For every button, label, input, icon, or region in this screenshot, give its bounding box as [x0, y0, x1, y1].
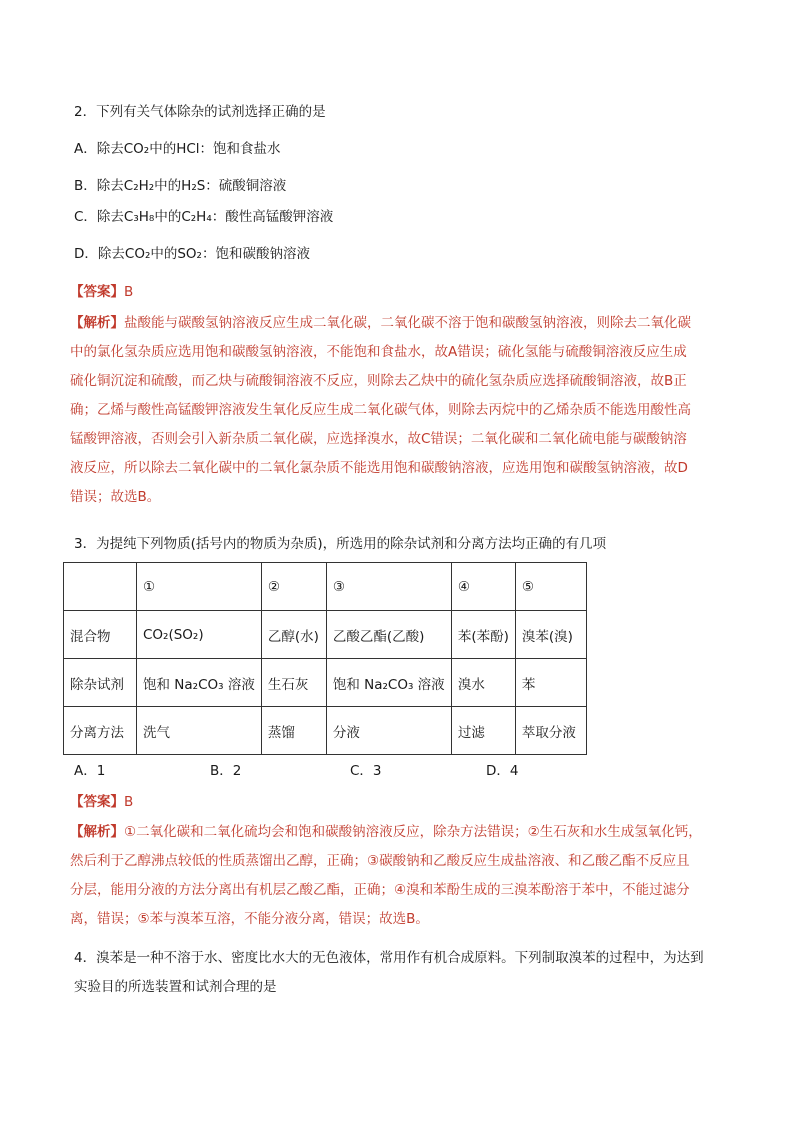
q3-options [74, 759, 574, 779]
q2-option-d: D．除去CO₂中的SO₂：饱和碳酸钠溶液 [74, 246, 310, 262]
table-cell: ③ [326, 563, 451, 611]
table-cell: 过滤 [451, 707, 515, 755]
q4-stem-line: 4．溴苯是一种不溶于水、密度比水大的无色液体，常用作有机合成原料。下列制取溴苯的过程中，为达到 [74, 950, 704, 966]
table-row [64, 611, 587, 659]
table-cell: 苯 [515, 659, 586, 707]
q2-explain-line: 盐酸能与碳酸氢钠溶液反应生成二氧化碳，二氧化碳不溶于饱和碳酸氢钠溶液，则除去二氧化碳 [124, 315, 691, 331]
table-row [64, 659, 587, 707]
table-cell: ① [137, 563, 262, 611]
table-cell: 生石灰 [261, 659, 326, 707]
q2-explanation [70, 309, 718, 512]
q3-explanation [70, 818, 718, 934]
table-cell: 除杂试剂 [64, 659, 137, 707]
q3-answer-value: B [124, 794, 134, 810]
table-cell: 萃取分液 [515, 707, 586, 755]
q3-explain-line: ①二氧化碳和二氧化硫均会和饱和碳酸钠溶液反应，除杂方法错误；②生石灰和水生成氢氧化钙， [124, 824, 702, 840]
q2-option-a: A．除去CO₂中的HCl：饱和食盐水 [74, 141, 281, 157]
q2-option-b: B．除去C₂H₂中的H₂S：硫酸铜溶液 [74, 178, 287, 194]
table-row [64, 563, 587, 611]
q2-explain-line: 液反应，所以除去二氧化碳中的二氧化氯杂质不能选用饱和碳酸钠溶液，应选用饱和碳酸氢钠溶液，故D [70, 460, 688, 476]
table-cell: 饱和 Na₂CO₃ 溶液 [137, 659, 262, 707]
table-cell: 苯(苯酚) [451, 611, 515, 659]
q2-answer-value: B [124, 284, 134, 300]
table-row [64, 707, 587, 755]
q2-explain-line: 确；乙烯与酸性高锰酸钾溶液发生氧化反应生成二氧化碳气体，则除去丙烷中的乙烯杂质不能选用酸性高 [70, 402, 691, 418]
q3-option-a: A．1 [74, 763, 106, 779]
q2-stem: 2．下列有关气体除杂的试剂选择正确的是 [74, 104, 326, 120]
q3-answer [70, 792, 133, 812]
q3-answer-label: 【答案】 [70, 794, 124, 810]
q3-option-b: B．2 [210, 763, 242, 779]
table-cell: 混合物 [64, 611, 137, 659]
q3-option-c: C．3 [350, 763, 382, 779]
q3-explain-label: 【解析】 [70, 824, 124, 840]
q4-stem [74, 944, 722, 1002]
table-cell: 乙酸乙酯(乙酸) [326, 611, 451, 659]
table-cell: ⑤ [515, 563, 586, 611]
table-cell: 洗气 [137, 707, 262, 755]
q3-explain-line: 分层，能用分液的方法分离出有机层乙酸乙酯，正确；④溴和苯酚生成的三溴苯酚溶于苯中，不能过滤分 [70, 882, 690, 898]
q3-stem: 3．为提纯下列物质(括号内的物质为杂质)，所选用的除杂试剂和分离方法均正确的有几项 [74, 536, 607, 552]
table-cell: 饱和 Na₂CO₃ 溶液 [326, 659, 451, 707]
q2-explain-line: 错误；故选B。 [70, 489, 161, 505]
q2-answer [70, 282, 133, 302]
q3-option-d: D．4 [486, 763, 519, 779]
table-cell: ② [261, 563, 326, 611]
q3-explain-line: 离，错误；⑤苯与溴苯互溶，不能分液分离，错误；故选B。 [70, 911, 429, 927]
q2-explain-line: 中的氯化氢杂质应选用饱和碳酸氢钠溶液，不能饱和食盐水，故A错误；硫化氢能与硫酸铜溶液反应生成 [70, 344, 687, 360]
table-cell: ④ [451, 563, 515, 611]
table-cell: 溴苯(溴) [515, 611, 586, 659]
q2-explain-line: 锰酸钾溶液，否则会引入新杂质二氧化碳，应选择溴水，故C错误；二氧化碳和二氧化硫电能与碳酸钠溶 [70, 431, 687, 447]
table-cell: 分液 [326, 707, 451, 755]
q2-answer-label: 【答案】 [70, 284, 124, 300]
q3-table [63, 562, 587, 755]
table-cell: 乙醇(水) [261, 611, 326, 659]
table-cell: 分离方法 [64, 707, 137, 755]
table-cell: 溴水 [451, 659, 515, 707]
table-cell: CO₂(SO₂) [137, 611, 262, 659]
table-cell: 蒸馏 [261, 707, 326, 755]
q2-explain-line: 硫化铜沉淀和硫酸，而乙炔与硫酸铜溶液不反应，则除去乙炔中的硫化氢杂质应选择硫酸铜溶液，故B正 [70, 373, 687, 389]
q2-explain-label: 【解析】 [70, 315, 124, 331]
q3-explain-line: 然后利于乙醇沸点较低的性质蒸馏出乙醇，正确；③碳酸钠和乙酸反应生成盐溶液、和乙酸乙酯不反应且 [70, 853, 690, 869]
q4-stem-line: 实验目的所选装置和试剂合理的是 [74, 979, 277, 995]
q2-option-c: C．除去C₃H₈中的C₂H₄：酸性高锰酸钾溶液 [74, 209, 334, 225]
table-cell [64, 563, 137, 611]
